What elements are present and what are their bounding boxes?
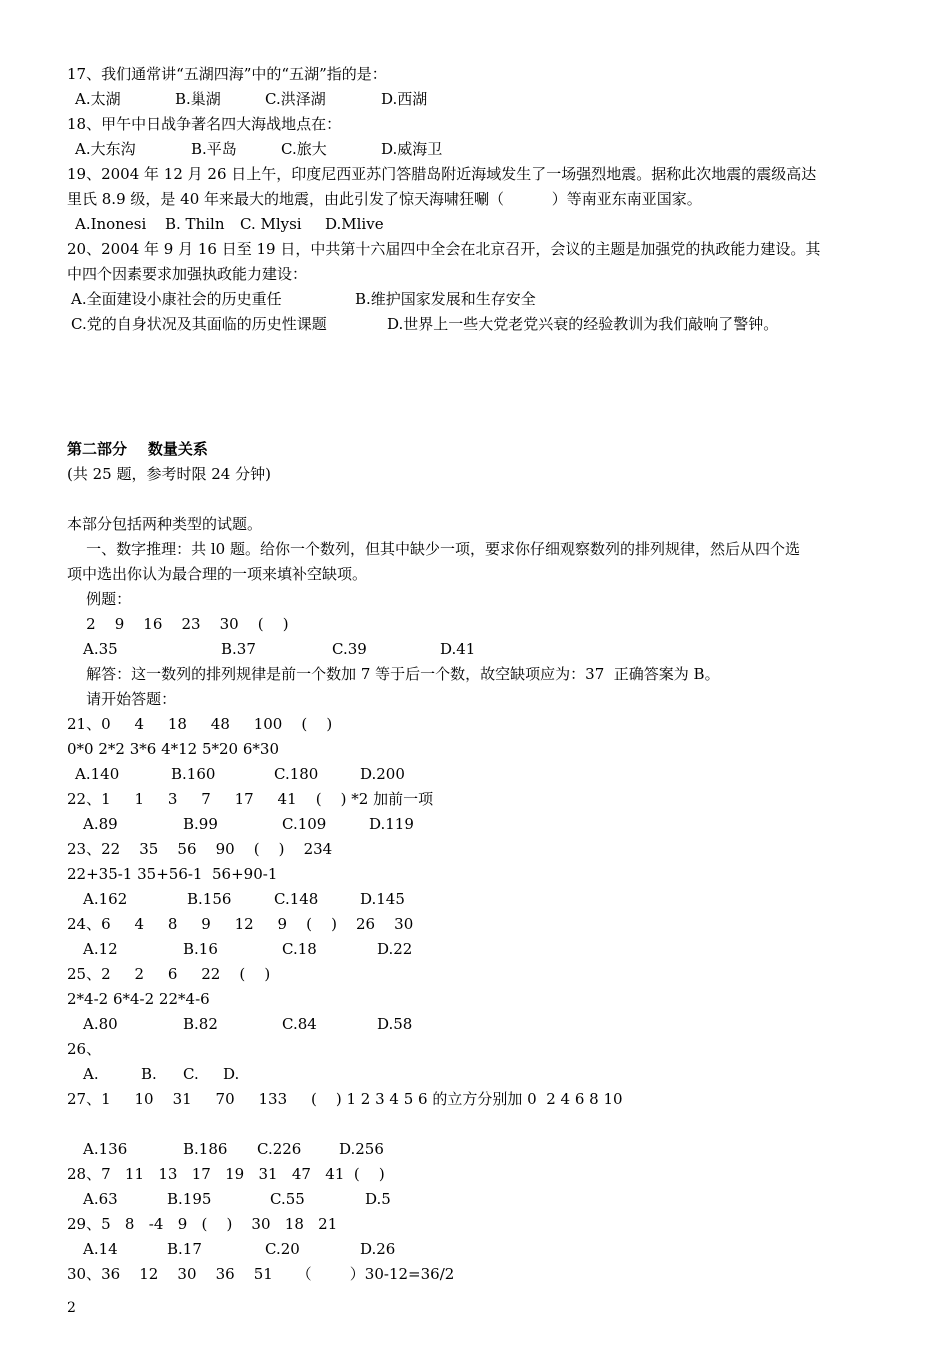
q19-stem-line2: 里氏 8.9 级，是 40 年来最大的地震，由此引发了惊天海啸狂唰（ ）等南亚东南亚国家。 xyxy=(67,190,702,208)
q23-option-a: A.162 xyxy=(83,890,128,908)
example-option-a: A.35 xyxy=(83,640,118,658)
q29-option-c: C.20 xyxy=(265,1240,300,1258)
q22-option-d: D.119 xyxy=(369,815,414,833)
q18-option-a: A.大东沟 xyxy=(75,140,136,158)
q17-stem: 17、我们通常讲“五湖四海”中的“五湖”指的是： xyxy=(67,65,387,83)
example-option-d: D.41 xyxy=(440,640,476,658)
q24-option-c: C.18 xyxy=(282,940,317,958)
q25-note: 2*4-2 6*4-2 22*4-6 xyxy=(67,990,210,1008)
q20-stem-line2: 中四个因素要求加强执政能力建设： xyxy=(67,265,308,283)
q20-option-a: A.全面建设小康社会的历史重任 xyxy=(71,290,282,308)
q17-option-b: B.巢湖 xyxy=(175,90,221,108)
q24-sequence: 24、6 4 8 9 12 9 ( ) 26 30 xyxy=(67,915,414,933)
q19-option-d: D.Mlive xyxy=(325,215,384,233)
q25-option-c: C.84 xyxy=(282,1015,317,1033)
q29-option-d: D.26 xyxy=(360,1240,396,1258)
q26-option-c: C. xyxy=(183,1065,199,1083)
q29-option-b: B.17 xyxy=(167,1240,202,1258)
q19-stem-line1: 19、2004 年 12 月 26 日上午，印度尼西亚苏门答腊岛附近海域发生了一场强烈地震。据称此次地震的震级高达 xyxy=(67,165,817,183)
q18-stem: 18、甲午中日战争著名四大海战地点在： xyxy=(67,115,342,133)
q21-sequence: 21、0 4 18 48 100 ( ) xyxy=(67,715,333,733)
example-answer: 解答：这一数列的排列规律是前一个数加 7 等于后一个数，故空缺项应为：37 正确答案为 B。 xyxy=(67,665,720,683)
q25-option-a: A.80 xyxy=(83,1015,118,1033)
q21-options xyxy=(67,764,887,784)
q22-option-c: C.109 xyxy=(282,815,327,833)
q27-option-a: A.136 xyxy=(83,1140,128,1158)
rule-line1: 一、数字推理：共 l0 题。给你一个数列，但其中缺少一项，要求你仔细观察数列的排列规律，然后从四个选 xyxy=(67,540,800,558)
q20-option-d: D.世界上一些大党老党兴衰的经验教训为我们敲响了警钟。 xyxy=(387,315,779,333)
example-label: 例题： xyxy=(67,590,132,608)
q18-option-b: B.平岛 xyxy=(191,140,237,158)
q17-options xyxy=(67,89,887,109)
q27-options xyxy=(67,1139,887,1159)
q23-option-b: B.156 xyxy=(187,890,232,908)
q22-option-b: B.99 xyxy=(183,815,218,833)
q24-option-d: D.22 xyxy=(377,940,413,958)
section-subtitle: (共 25 题，参考时限 24 分钟) xyxy=(67,465,271,483)
q25-option-d: D.58 xyxy=(377,1015,413,1033)
q20-stem-line1: 20、2004 年 9 月 16 日至 19 日，中共第十六届四中全会在北京召开，会议的主题是加强党的执政能力建设。其 xyxy=(67,240,821,258)
q21-option-d: D.200 xyxy=(360,765,405,783)
q28-sequence: 28、7 11 13 17 19 31 47 41 ( ) xyxy=(67,1165,385,1183)
page-number: 2 xyxy=(67,1300,76,1316)
q26-sequence: 26、 xyxy=(67,1040,102,1058)
q20-option-c: C.党的自身状况及其面临的历史性课题 xyxy=(71,315,327,333)
q26-option-d: D. xyxy=(223,1065,240,1083)
q28-option-b: B.195 xyxy=(167,1190,212,1208)
q17-option-c: C.洪泽湖 xyxy=(265,90,326,108)
q22-sequence: 22、1 1 3 7 17 41 ( ) *2 加前一项 xyxy=(67,790,434,808)
q18-option-c: C.旅大 xyxy=(281,140,327,158)
q26-options xyxy=(67,1064,887,1084)
q27-sequence: 27、1 10 31 70 133 ( ) 1 2 3 4 5 6 的立方分别加 0 2 4 6 8 10 xyxy=(67,1090,623,1108)
q27-option-d: D.256 xyxy=(339,1140,384,1158)
q20-option-b: B.维护国家发展和生存安全 xyxy=(355,290,536,308)
q28-option-d: D.5 xyxy=(365,1190,391,1208)
q19-option-c: C. Mlysi xyxy=(240,215,302,233)
q24-option-a: A.12 xyxy=(83,940,118,958)
q29-option-a: A.14 xyxy=(83,1240,118,1258)
q29-sequence: 29、5 8 -4 9 ( ) 30 18 21 xyxy=(67,1215,338,1233)
q18-options xyxy=(67,139,887,159)
q23-option-c: C.148 xyxy=(274,890,319,908)
q17-option-d: D.西湖 xyxy=(381,90,428,108)
q25-options xyxy=(67,1014,887,1034)
q19-option-b: B. Thiln xyxy=(165,215,225,233)
q21-option-b: B.160 xyxy=(171,765,216,783)
q21-option-a: A.140 xyxy=(75,765,120,783)
q25-option-b: B.82 xyxy=(183,1015,218,1033)
q27-option-b: B.186 xyxy=(183,1140,228,1158)
q20-options-row1 xyxy=(67,289,887,309)
q23-option-d: D.145 xyxy=(360,890,405,908)
q28-option-a: A.63 xyxy=(83,1190,118,1208)
q26-option-b: B. xyxy=(141,1065,157,1083)
q25-sequence: 25、2 2 6 22 ( ) xyxy=(67,965,271,983)
q28-options xyxy=(67,1189,887,1209)
example-sequence: 2 9 16 23 30 ( ) xyxy=(67,615,289,633)
section-intro: 本部分包括两种类型的试题。 xyxy=(67,515,263,533)
example-option-b: B.37 xyxy=(221,640,256,658)
q22-options xyxy=(67,814,887,834)
q21-option-c: C.180 xyxy=(274,765,319,783)
q23-sequence: 23、22 35 56 90 ( ) 234 xyxy=(67,840,333,858)
q18-option-d: D.威海卫 xyxy=(381,140,443,158)
q22-option-a: A.89 xyxy=(83,815,118,833)
q19-options xyxy=(67,214,887,234)
section-title: 第二部分 数量关系 xyxy=(67,440,208,458)
rule-line2: 项中选出你认为最合理的一项来填补空缺项。 xyxy=(67,565,368,583)
q26-option-a: A. xyxy=(83,1065,99,1083)
q24-options xyxy=(67,939,887,959)
q29-options xyxy=(67,1239,887,1259)
q23-options xyxy=(67,889,887,909)
example-option-c: C.39 xyxy=(332,640,367,658)
q23-note: 22+35-1 35+56-1 56+90-1 xyxy=(67,865,278,883)
q21-note: 0*0 2*2 3*6 4*12 5*20 6*30 xyxy=(67,740,279,758)
q28-option-c: C.55 xyxy=(270,1190,305,1208)
q20-options-row2 xyxy=(67,314,887,334)
q24-option-b: B.16 xyxy=(183,940,218,958)
example-options xyxy=(67,639,887,659)
q27-option-c: C.226 xyxy=(257,1140,302,1158)
q30-sequence: 30、36 12 30 36 51 （ ）30-12=36/2 xyxy=(67,1265,455,1283)
q17-option-a: A.太湖 xyxy=(75,90,121,108)
start-prompt: 请开始答题： xyxy=(67,690,177,708)
q19-option-a: A.Inonesi xyxy=(75,215,147,233)
